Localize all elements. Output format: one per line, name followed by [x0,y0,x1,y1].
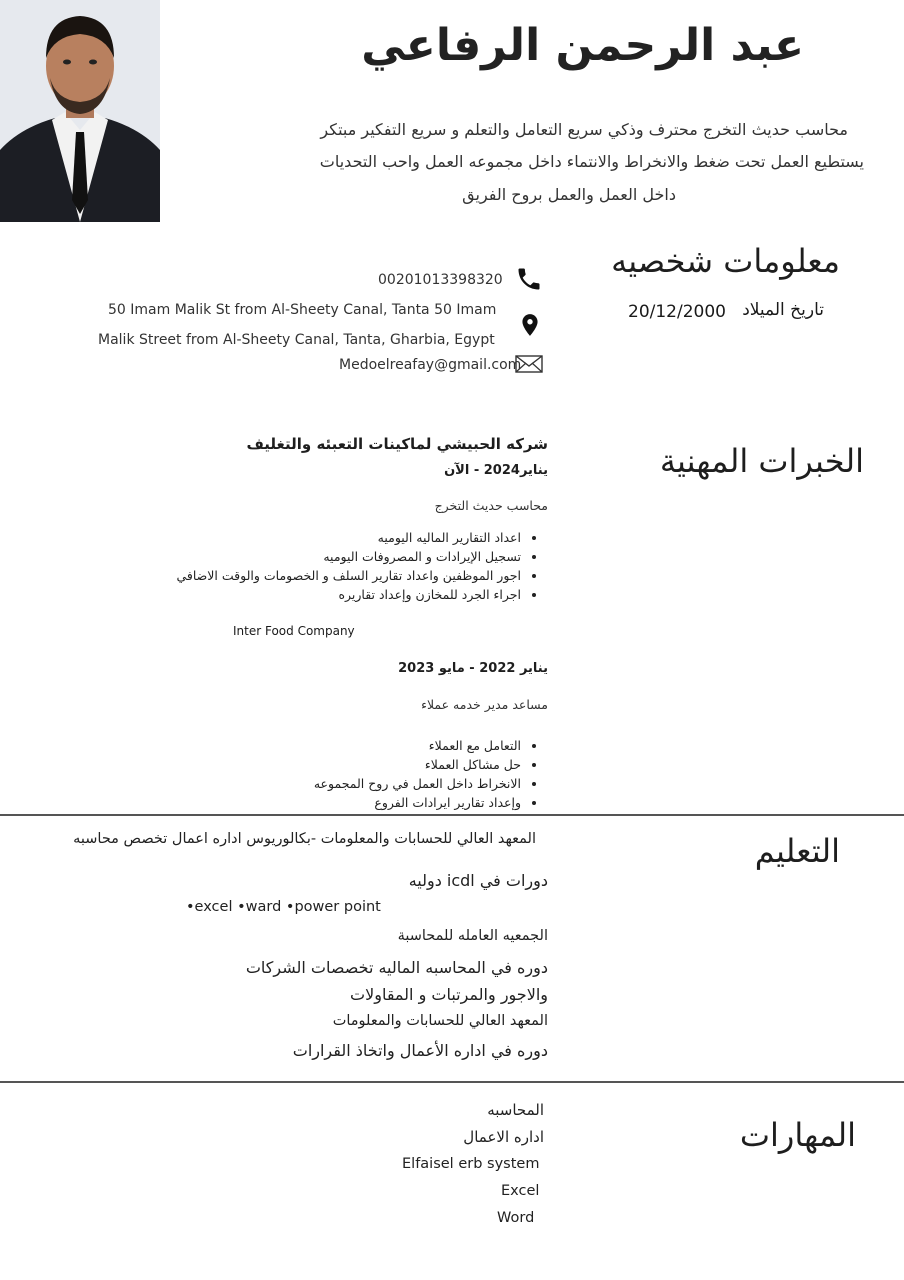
skill-item: اداره الاعمال [463,1128,544,1146]
education-item: دورات في icdl دوليه [408,871,548,890]
address-line-2: Malik Street from Al-Sheety Canal, Tanta, Gharbia, Egypt [98,332,495,348]
job-2-role: مساعد مدير خدمه عملاء [421,697,548,712]
skills-title: المهارات [739,1116,856,1154]
birth-date: 20/12/2000 [628,302,726,322]
location-pin-icon [517,310,543,340]
list-item: • اجراء الجرد للمخازن وإعداد تقاريره [176,585,521,604]
job-2-tasks [314,736,539,812]
list-item: • التعامل مع العملاء [314,736,521,755]
job-2-company: Inter Food Company [233,624,355,638]
education-item: الجمعيه العامله للمحاسبة [397,928,548,944]
phone-number: 00201013398320 [378,272,503,288]
summary-line-2: يستطيع العمل تحت ضغط والانخراط والانتماء داخل مجموعه العمل واحب التحديات [319,152,864,171]
section-divider [0,814,904,816]
address-line-1: 50 Imam Malik St from Al-Sheety Canal, Tanta 50 Imam [108,302,497,318]
education-title: التعليم [754,832,840,870]
list-item: • وإعداد تقارير ايرادات الفروع [314,793,521,812]
job-1-tasks [176,528,539,604]
list-item: • اعداد التقارير الماليه اليوميه [176,528,521,547]
job-2-date: يناير 2022 - مايو 2023 [398,661,548,676]
list-item: • تسجيل الإيرادات و المصروفات اليوميه [176,547,521,566]
education-item: والاجور والمرتبات و المقاولات [350,985,548,1004]
job-1-date: يناير2024 - الآن [444,463,548,478]
skill-item: Elfaisel erb system [402,1156,540,1172]
skill-item: Excel [501,1183,540,1199]
skill-item: Word [497,1210,535,1226]
education-item: المعهد العالي للحسابات والمعلومات -بكالوريوس اداره اعمال تخصص محاسبه [73,831,536,847]
education-item: دوره في المحاسبه الماليه تخصصات الشركات [245,958,548,977]
list-item: • اجور الموظفين واعداد تقارير السلف و الخصومات والوقت الاضافي [176,566,521,585]
experience-title: الخبرات المهنية [659,442,864,480]
job-1-role: محاسب حديث التخرج [434,498,548,513]
profile-photo [0,0,160,222]
candidate-name: عبد الرحمن الرفاعي [361,20,804,71]
email-address: Medoelreafay@gmail.com [339,357,522,373]
summary-line-3: داخل العمل والعمل بروح الفريق [462,185,676,204]
personal-info-title: معلومات شخصيه [611,242,840,280]
phone-icon [515,265,543,293]
education-item: دوره في اداره الأعمال واتخاذ القرارات [292,1041,548,1060]
birth-label: تاريخ الميلاد [742,300,824,320]
list-item: • الانخراط داخل العمل في روح المجموعه [314,774,521,793]
skill-item: المحاسبه [487,1101,544,1119]
job-1-company: شركه الحبيشي لماكينات التعبئه والتغليف [246,435,548,453]
education-item: المعهد العالي للحسابات والمعلومات [332,1013,548,1029]
summary-line-1: محاسب حديث التخرج محترف وذكي سريع التعامل والتعلم و سريع التفكير مبتكر [320,120,848,139]
section-divider [0,1081,904,1083]
education-item: •excel •ward •power point [186,899,381,915]
list-item: • حل مشاكل العملاء [314,755,521,774]
